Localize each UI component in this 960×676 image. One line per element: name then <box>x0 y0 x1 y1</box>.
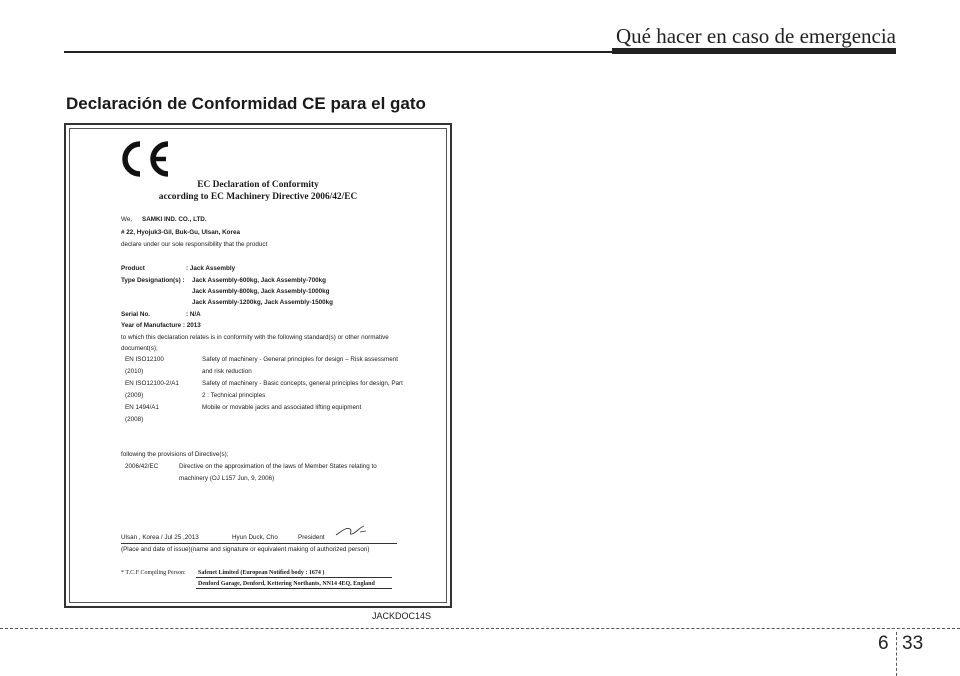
document-title-line2: according to EC Machinery Directive 2006/42/EC <box>158 192 358 202</box>
standard-description: Safety of machinery - Basic concepts, general principles for design, Part <box>202 380 403 387</box>
header-rule <box>64 51 616 53</box>
type-designation-line: Jack Assembly-600kg, Jack Assembly-700kg <box>192 277 326 284</box>
directive-description: machinery (OJ L157 Jun, 9, 2006) <box>179 475 275 482</box>
directive-code: 2006/42/EC <box>125 463 159 470</box>
page-number-divider <box>896 632 898 676</box>
serial-value: : N/A <box>186 311 201 318</box>
tcf-line: Safenet Limited (European Notified body : 1674 ) <box>198 570 325 576</box>
type-designation-line: Jack Assembly-800kg, Jack Assembly-1000kg <box>192 288 330 295</box>
chapter-number: 6 <box>878 633 889 654</box>
header-rule-accent <box>612 48 896 54</box>
directive-description: Directive on the approximation of the laws of Member States relating to <box>179 463 377 470</box>
standard-code: (2010) <box>125 368 144 375</box>
conformity-text: document(s); <box>121 345 158 352</box>
section-title: Declaración de Conformidad CE para el gato <box>66 94 426 113</box>
company-address: # 22, Hyojuk3-Gil, Buk-Gu, Ulsan, Korea <box>121 229 240 236</box>
year-of-manufacture: Year of Manufacture : 2013 <box>121 322 201 329</box>
tcf-underline <box>196 577 392 578</box>
company-name: SAMKI IND. CO., LTD. <box>142 216 207 223</box>
standard-code: (2009) <box>125 392 144 399</box>
declare-text: declare under our sole responsibility that the product <box>121 241 268 248</box>
footer-rule <box>0 628 960 629</box>
standard-code: EN ISO12100 <box>125 356 164 363</box>
declaration-document <box>66 125 450 606</box>
ce-mark-icon <box>118 140 172 178</box>
standard-description: Safety of machinery - General principles for design – Risk assessment <box>202 356 398 363</box>
tcf-line: Denford Garage, Denford, Kettering Northants, NN14 4EQ, England <box>198 581 375 587</box>
provisions-text: following the provisions of Directive(s); <box>121 451 229 458</box>
sign-place-date: Ulsan , Korea / Jul 25 ,2013 <box>121 534 199 541</box>
signature-scribble <box>334 523 368 539</box>
document-title-line1: EC Declaration of Conformity <box>197 180 319 190</box>
we-label: We, <box>121 216 133 223</box>
standard-code: (2008) <box>125 416 144 423</box>
standard-code: EN 1494/A1 <box>125 404 159 411</box>
product-label: Product <box>121 265 145 272</box>
standard-description: Mobile or movable jacks and associated lifting equipment <box>202 404 362 411</box>
standard-code: EN ISO12100-2/A1 <box>125 380 179 387</box>
declaration-document-image <box>64 123 452 608</box>
conformity-text: to which this declaration relates is in conformity with the following standard(s) or other normative <box>121 334 389 341</box>
standard-description: and risk reduction <box>202 368 252 375</box>
tcf-label: * T.C.F Compiling Person: <box>121 570 186 576</box>
sign-title: President <box>298 534 325 541</box>
product-value: : Jack Assembly <box>186 265 236 272</box>
chapter-header-title: Qué hacer en caso de emergencia <box>615 24 896 48</box>
serial-label: Serial No. <box>121 311 151 318</box>
sign-name: Hyun Duck, Cho <box>232 534 278 541</box>
type-designation-label: Type Designation(s) : <box>121 277 185 284</box>
page-number: 33 <box>902 633 924 654</box>
sign-caption: (Place and date of issue)(name and signature or equivalent making of authorized person) <box>121 546 370 553</box>
image-caption-code: JACKDOC14S <box>372 611 432 621</box>
standard-description: 2 : Technical principles <box>202 392 266 399</box>
signature-line <box>121 543 397 544</box>
type-designation-line: Jack Assembly-1200kg, Jack Assembly-1500kg <box>192 299 333 306</box>
tcf-underline <box>196 588 392 589</box>
